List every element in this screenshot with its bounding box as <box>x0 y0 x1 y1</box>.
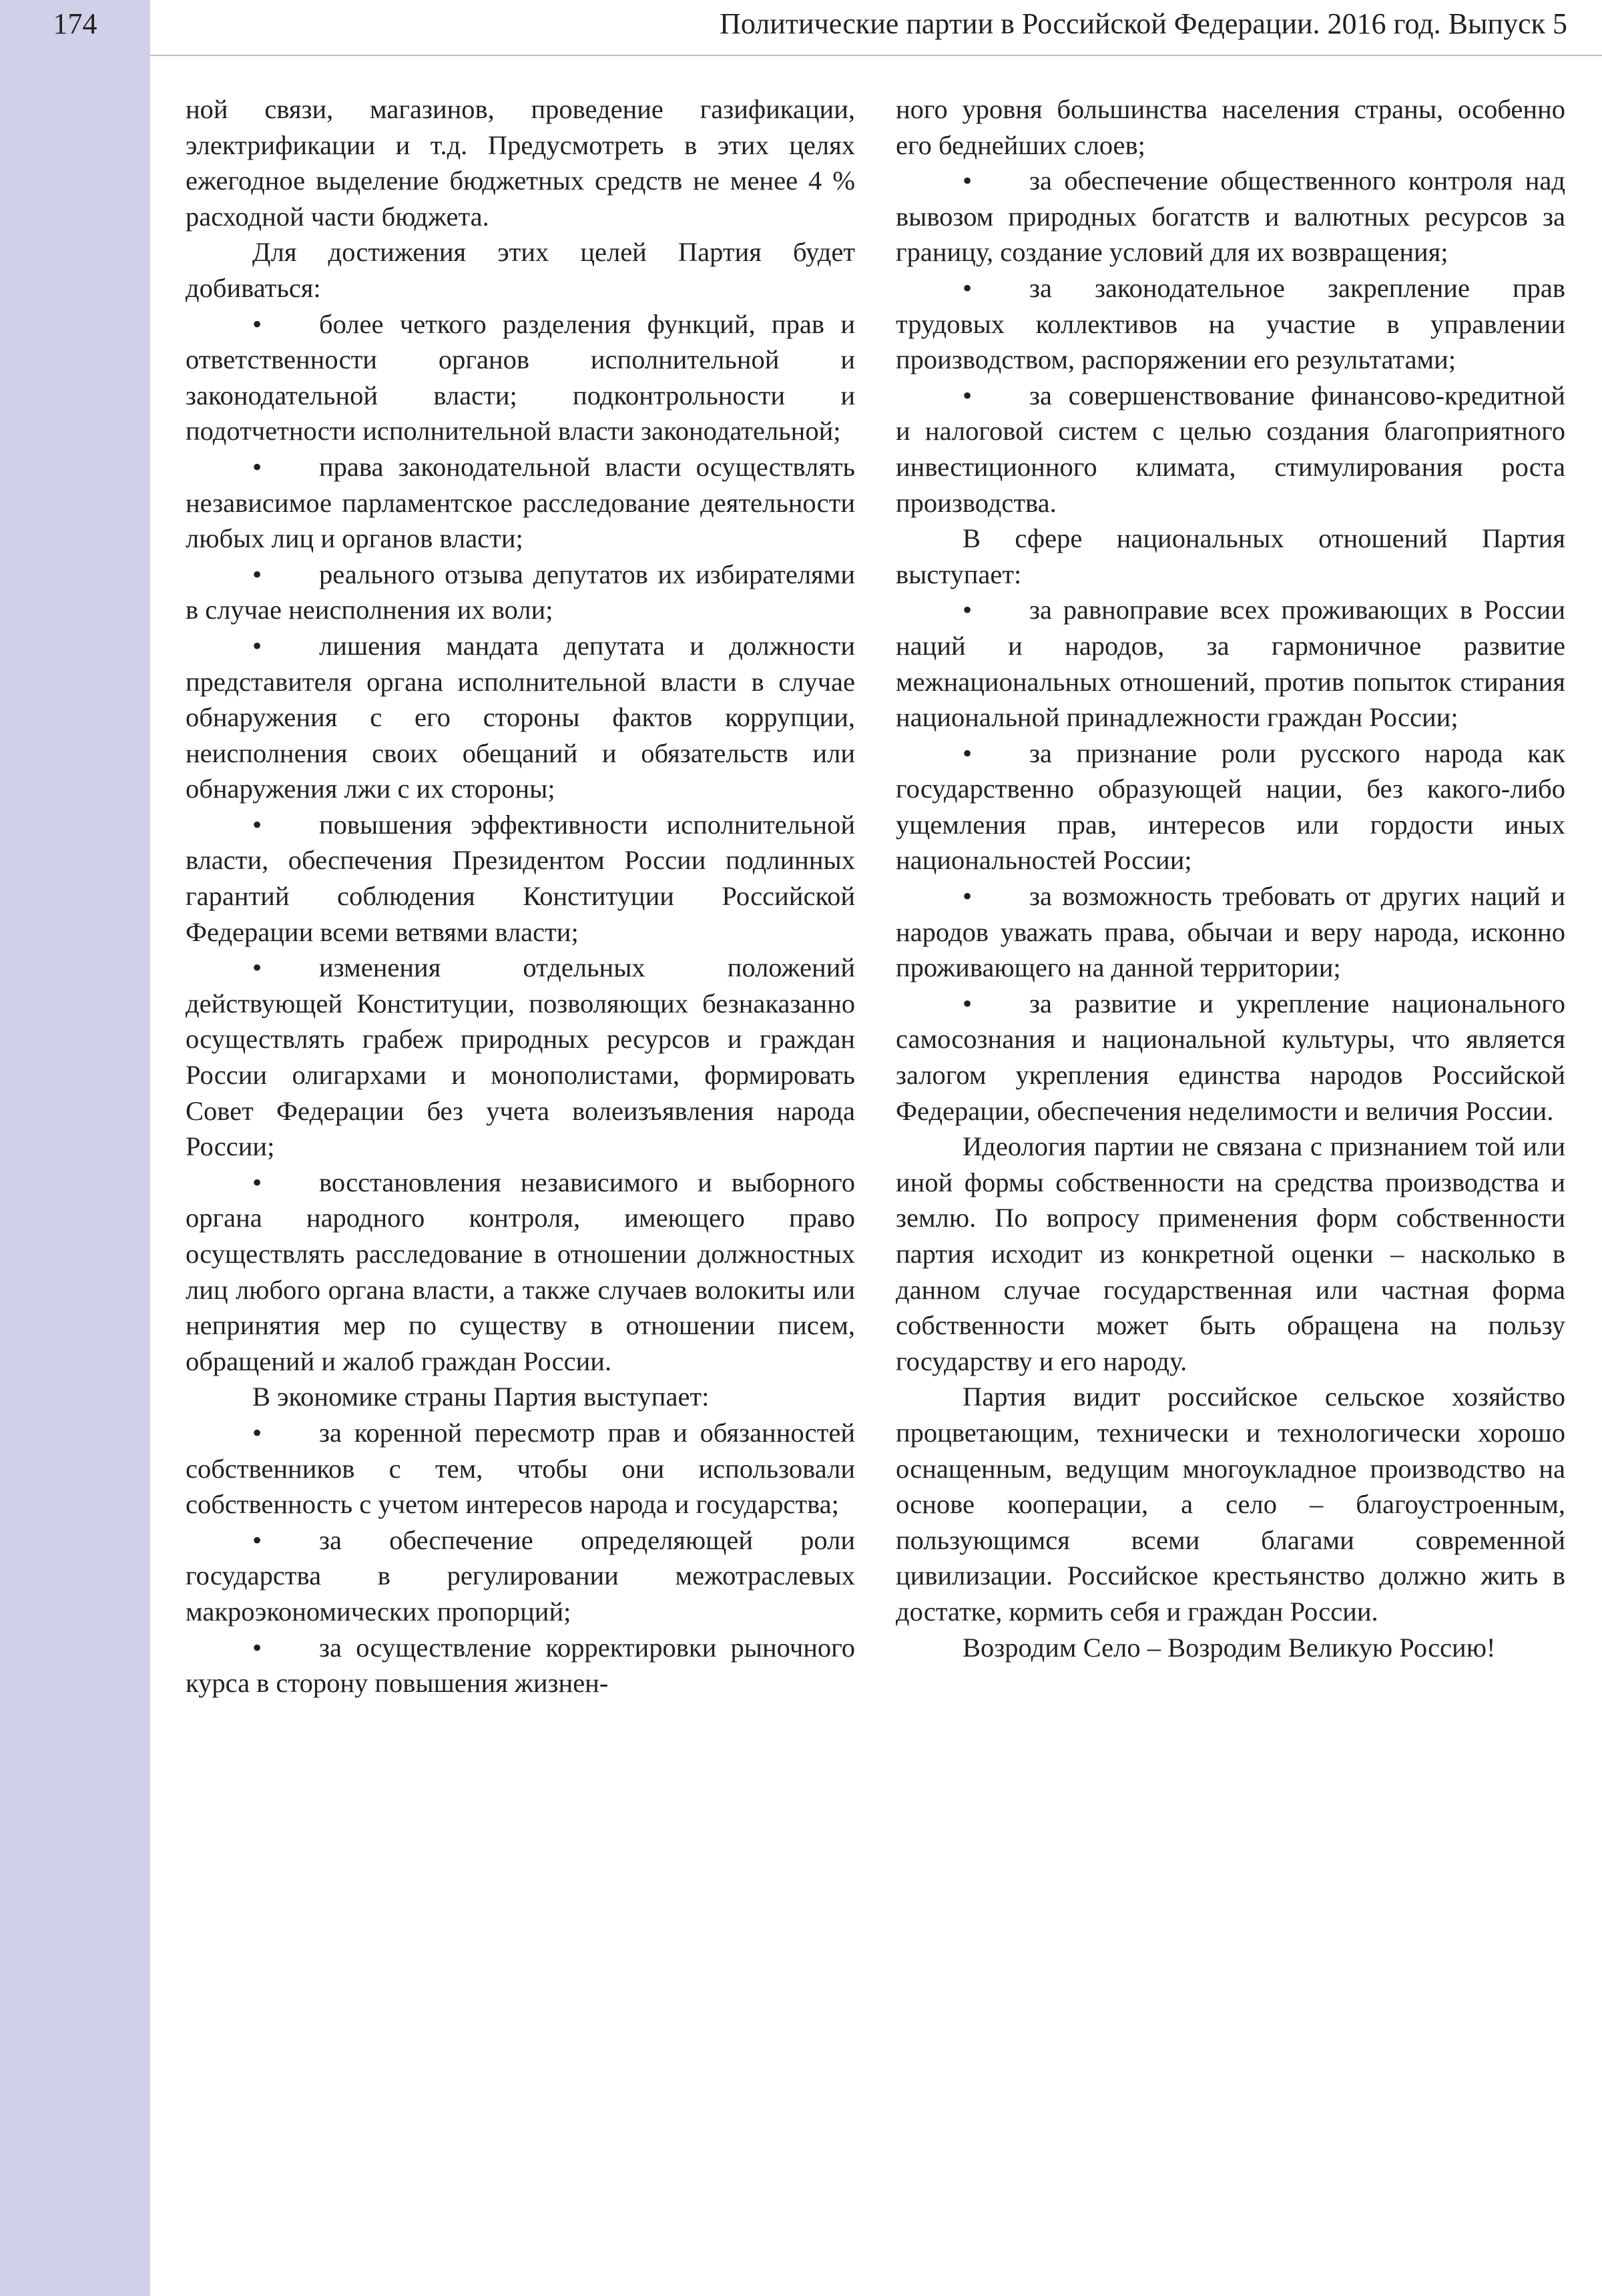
bullet-text: за признание роли русского народа как государственно образующей нации, без какого-либо ущемления прав, интересов или гордости иных национальностей России; <box>896 738 1565 876</box>
bullet-text: лишения мандата депутата и должности представителя органа исполнительной власти в случае обнаружения с его стороны фактов коррупции, неисполнения своих обещаний и обязательств или обнаружения лжи с их стороны; <box>186 630 855 804</box>
bullet-item <box>186 557 855 628</box>
paragraph: Идеология партии не связана с признанием той или иной формы собственности на средства производства и землю. По вопросу применения форм собственности партия исходит из конкретной оценки – насколько в данном случае государственная или частная форма собственности может быть обращена на пользу государству и его народу. <box>896 1131 1565 1376</box>
bullet-icon: • <box>963 595 973 625</box>
bullet-item <box>186 1630 855 1701</box>
bullet-text: изменения отдельных положений действующей Конституции, позволяющих безнаказанно осуществлять грабеж природных ресурсов и граждан России олигархами и монополистами, формировать Совет Федерации без учета волеизъявления народа России; <box>186 952 855 1162</box>
bullet-item <box>896 878 1565 986</box>
paragraph: В экономике страны Партия выступает: <box>252 1382 710 1412</box>
bullet-text: за совершенствование финансово-кредитной и налоговой систем с целью создания благоприятного инвестиционного климата, стимулирования роста производства. <box>896 380 1565 518</box>
bullet-icon: • <box>252 451 262 482</box>
bullet-icon: • <box>252 1167 262 1197</box>
bullet-text: за законодательное закрепление прав трудовых коллективов на участие в управлении производством, распоряжении его результатами; <box>896 272 1565 375</box>
bullet-icon: • <box>963 380 973 410</box>
bullet-icon: • <box>252 1632 262 1663</box>
bullet-icon: • <box>252 1524 262 1555</box>
left-column <box>186 91 855 1701</box>
bullet-item <box>186 306 855 449</box>
paragraph: ного уровня большинства населения страны, особенно его беднейших слоев; <box>896 94 1565 160</box>
bullet-text: за развитие и укрепление национального самосознания и национальной культуры, что является залогом укрепления единства народов Российской Федерации, обеспечения неделимости и величия России. <box>896 988 1565 1126</box>
bullet-item <box>186 807 855 950</box>
right-column <box>896 91 1565 1665</box>
bullet-icon: • <box>252 809 262 840</box>
bullet-icon: • <box>252 952 262 983</box>
paragraph: ной связи, магазинов, проведение газификации, электрификации и т.д. Предусмотреть в этих целях ежегодное выделение бюджетных средств не менее 4 % расходной части бюджета. <box>186 94 855 232</box>
paragraph: В сфере национальных отношений Партия выступает: <box>896 523 1565 589</box>
bullet-text: за возможность требовать от других наций и народов уважать права, обычаи и веру народа, исконно проживающего на данной территории; <box>896 881 1565 983</box>
paragraph: Для достижения этих целей Партия будет добиваться: <box>186 237 855 303</box>
running-title: Политические партии в Российской Федерации. 2016 год. Выпуск 5 <box>720 7 1567 40</box>
page-number: 174 <box>53 7 97 40</box>
bullet-text: за равноправие всех проживающих в России наций и народов, за гармоничное развитие межнациональных отношений, против попыток стирания национальной принадлежности граждан России; <box>896 595 1565 733</box>
bullet-item <box>186 628 855 807</box>
bullet-text: за обеспечение общественного контроля над вывозом природных богатств и валютных ресурсов за границу, создание условий для их возвращения; <box>896 166 1565 268</box>
page-side-band <box>0 0 150 2296</box>
paragraph: Возродим Село – Возродим Великую Россию! <box>963 1632 1496 1663</box>
bullet-text: восстановления независимого и выборного органа народного контроля, имеющего право осуществлять расследование в отношении должностных лиц любого органа власти, а также случаев волокиты или непринятия мер по существу в отношении писем, обращений и жалоб граждан России. <box>186 1167 855 1376</box>
bullet-icon: • <box>252 1417 262 1448</box>
bullet-text: за коренной пересмотр прав и обязанностей собственников с тем, чтобы они использовали собственность с учетом интересов народа и государства; <box>186 1417 855 1520</box>
bullet-icon: • <box>963 166 973 196</box>
bullet-icon: • <box>963 272 973 303</box>
bullet-icon: • <box>963 738 973 768</box>
paragraph: Партия видит российское сельское хозяйство процветающим, технически и технологически хорошо оснащенным, ведущим многоукладное производство на основе кооперации, а село – благоустроенным, пользующимся всеми благами современной цивилизации. Российское крестьянство должно жить в достатке, кормить себя и граждан России. <box>896 1382 1565 1627</box>
bullet-item <box>896 163 1565 270</box>
bullet-item <box>896 986 1565 1129</box>
bullet-text: реального отзыва депутатов их избирателями в случае неисполнения их воли; <box>186 559 855 625</box>
bullet-text: более четкого разделения функций, прав и ответственности органов исполнительной и законодательной власти; подконтрольности и подотчетности исполнительной власти законодательной; <box>186 308 855 447</box>
bullet-item <box>896 736 1565 878</box>
bullet-item <box>186 1522 855 1630</box>
bullet-text: за обеспечение определяющей роли государства в регулировании межотраслевых макроэкономических пропорций; <box>186 1524 855 1627</box>
bullet-text: права законодательной власти осуществлять независимое парламентское расследование деятельности любых лиц и органов власти; <box>186 451 855 554</box>
bullet-item <box>896 270 1565 378</box>
bullet-item <box>186 449 855 557</box>
bullet-icon: • <box>963 988 973 1019</box>
bullet-item <box>896 592 1565 735</box>
bullet-icon: • <box>252 308 262 339</box>
bullet-icon: • <box>963 881 973 912</box>
bullet-item <box>186 1165 855 1380</box>
bullet-item <box>186 1415 855 1522</box>
bullet-text: повышения эффективности исполнительной власти, обеспечения Президентом России подлинных гарантий соблюдения Конституции Российской Федерации всеми ветвями власти; <box>186 809 855 947</box>
bullet-icon: • <box>252 559 262 589</box>
bullet-icon: • <box>252 630 262 661</box>
bullet-item <box>186 950 855 1165</box>
bullet-text: за осуществление корректировки рыночного курса в сторону повышения жизнен- <box>186 1632 855 1699</box>
bullet-item <box>896 378 1565 521</box>
header-divider <box>150 55 1602 56</box>
